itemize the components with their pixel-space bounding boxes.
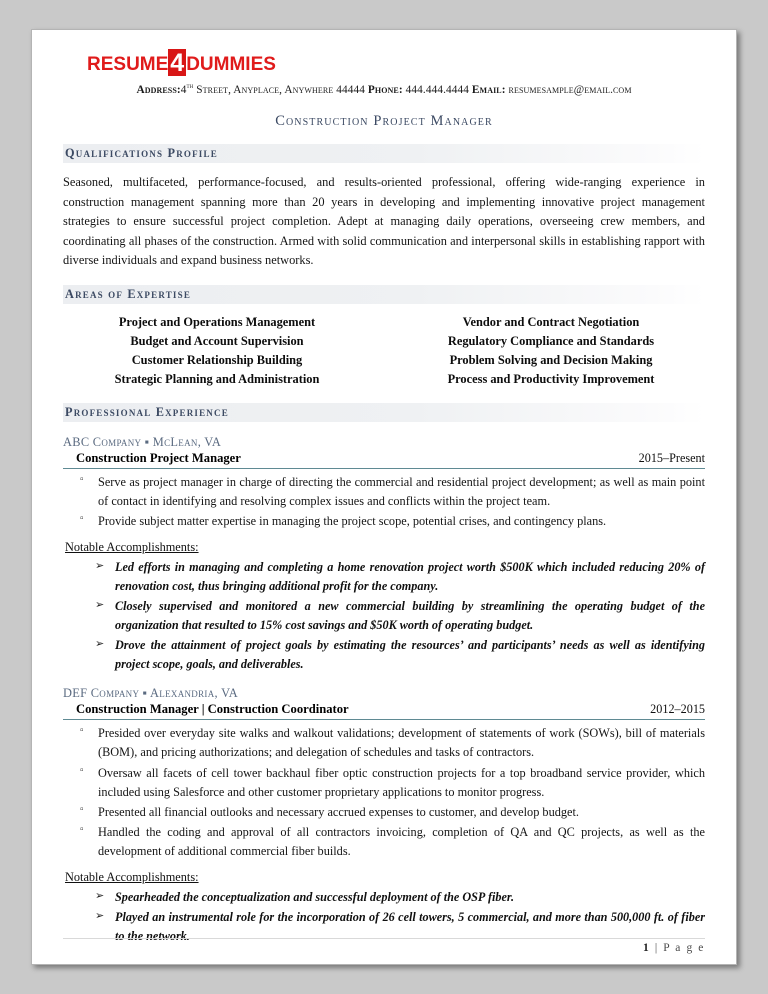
qualifications-paragraph: Seasoned, multifaceted, performance-focused, and results-oriented professional, offering wide-ranging experience in construction management spanning more than 20 years in developing and implementing innovative project management strategies to ensure successful project completion. Adept at managing daily operations, overseeing crew members, and coordinating all phases of the construction. Armed with solid communication and interpersonal skills in establishing rapport with diverse individuals and expand business networks. [63,175,705,268]
logo-text-part2: dummies [186,46,276,76]
section-header-experience [63,403,705,422]
list-item: ➢ Closely supervised and monitored a new commercial building by streamlining the operating budget of the organization that resulted to 15% cost savings and $50K worth of operating budget. [63,597,705,635]
job-accomplishments-list [63,558,705,673]
job-title: Construction Manager | Construction Coordinator [76,702,349,717]
list-item: ➢ Spearheaded the conceptualization and successful deployment of the OSP fiber. [63,888,705,907]
expertise-item: Process and Productivity Improvement [447,371,655,386]
logo-number-badge: 4 [170,49,185,77]
expertise-column-right [397,313,705,389]
job-company: DEF Company ▪ Alexandria, VA [63,686,238,701]
section-title-label: Areas of Expertise [65,286,192,301]
notable-accomplishments-label: Notable Accomplishments: [65,540,199,554]
list-item: ▫ Oversaw all facets of cell tower backhaul fiber optic construction projects for a top broadband service provider, which included using Salesforce and other customer proprietary applications to monitor progress. [63,764,705,802]
expertise-item: Project and Operations Management [118,314,316,329]
footer-divider [63,938,705,939]
page-title: Construction Project Manager [275,113,493,130]
list-item: ➢ Drove the attainment of project goals by estimating the resources’ and participants’ needs as well as identifying project scope, goals, and deliverables. [63,636,705,674]
expertise-item: Strategic Planning and Administration [114,371,320,386]
expertise-item: Vendor and Contract Negotiation [462,314,640,329]
expertise-item: Problem Solving and Decision Making [449,352,653,367]
phone-label: Phone: [367,84,403,97]
list-item: ▫ Serve as project manager in charge of directing the commercial and residential project development; as well as main point of contact in identifying and resolving complex issues and conflicts within the project team. [63,473,705,511]
list-item: ▫ Handled the coding and approval of all contractors invoicing, completion of QA and QC projects, as well as the development of additional commercial fiber builds. [63,823,705,861]
expertise-column-left [63,313,397,389]
page-content [32,30,736,945]
job-dates: 2012–2015 [650,702,705,717]
job-title: Construction Project Manager [76,450,241,465]
resume-page [31,29,737,965]
experience-entry [63,686,705,945]
job-dates: 2015–Present [638,450,705,465]
expertise-item: Customer Relationship Building [131,352,303,367]
list-item: ▫ Provide subject matter expertise in managing the project scope, potential crises, and contingency plans. [63,512,705,531]
logo-text-part1: resume [87,46,169,76]
job-duties-list [63,473,705,531]
job-company: ABC Company ▪ McLean, VA [63,434,222,449]
list-item: ➢ Led efforts in managing and completing a home renovation project worth $500K which included reducing 20% of renovation cost, thus bringing additional profit for the company. [63,558,705,596]
footer-page-label: | P a g e [654,942,705,954]
job-title-row [63,702,705,720]
section-header-expertise [63,285,705,304]
section-title-label: Professional Experience [65,404,229,419]
experience-entry [63,435,705,674]
expertise-item: Regulatory Compliance and Standards [447,333,655,348]
job-accomplishments-list [63,888,705,946]
address-label: Address: [136,84,181,97]
list-item: ➢ Played an instrumental role for the incorporation of 26 cell towers, 5 commercial, and more than 500,000 ft. of fiber to the network. [63,908,705,946]
list-item: ▫ Presented all financial outlooks and necessary accrued expenses to customer, and develop budget. [63,803,705,822]
list-item: ▫ Presided over everyday site walks and walkout validations; development of statements of work (SOWs), bill of materials (BOM), and pricing authorizations; and delegation of schedules and tasks of contractors. [63,724,705,762]
email-label: Email: [471,84,506,97]
address-ordinal-suffix: th [186,81,194,91]
footer-page-number: 1 [643,942,651,954]
job-title-row [63,451,705,469]
address-value-pre: 4 [180,84,187,97]
expertise-item: Budget and Account Supervision [130,333,304,348]
contact-line [63,81,705,96]
phone-value: 444.444.4444 [402,84,472,97]
section-title-label: Qualifications Profile [65,146,218,161]
email-value: resumesample@email.com [505,84,632,97]
page-footer [63,938,705,954]
section-header-qualifications [63,144,705,163]
brand-logo [87,48,705,75]
expertise-columns [63,313,705,389]
notable-accomplishments-label: Notable Accomplishments: [65,869,199,884]
job-duties-list [63,724,705,860]
footer-page-indicator [63,942,705,954]
address-value-post: Street, Anyplace, Anywhere 44444 [193,84,368,97]
